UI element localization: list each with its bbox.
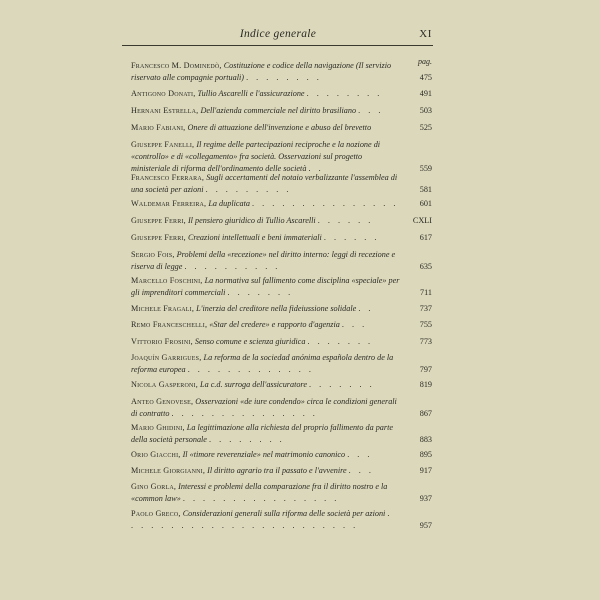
entry-title: Il regime delle partecipazioni reciproche e la nozione di «controllo» e di «collegamento» fra società. Osservazioni sul progetto ministeriale di riforma dell'ordinamento delle società <box>131 140 381 173</box>
entry-title: Il diritto agrario tra il passato e l'avvenire <box>207 466 347 475</box>
dot-leader: . . . . . . . . . <box>205 185 292 194</box>
dot-leader: . . . . . . . <box>309 380 375 389</box>
entry-author: Remo Franceschelli, <box>131 320 208 329</box>
dot-leader: . . . . . . . . <box>306 89 383 98</box>
entry-author: Anteo Genovese, <box>131 397 194 406</box>
dot-leader: . . . . . . . . <box>209 435 285 444</box>
entry-page: 883 <box>419 435 432 444</box>
entry-author: Francesco Ferrara, <box>131 173 205 182</box>
index-entry <box>131 465 432 477</box>
dot-leader: . . . <box>347 450 373 459</box>
entry-title: La legittimazione alla richiesta del proprio fallimento da parte della società personale <box>131 423 393 444</box>
dot-leader: . . <box>308 164 324 173</box>
entry-author: Giuseppe Ferri, <box>131 216 186 225</box>
page-column-label: pag. <box>418 57 432 66</box>
dot-leader: . . . . . . . . . . . . . . . <box>171 409 318 418</box>
index-entry <box>131 88 432 100</box>
dot-leader: . . . . . . . . . . <box>184 262 281 271</box>
entry-page: 737 <box>419 304 432 313</box>
index-entry <box>131 275 432 299</box>
entry-author: Michele Fragali, <box>131 304 195 313</box>
dot-leader: . . . . . . . <box>227 288 294 297</box>
dot-leader: . . . <box>348 466 374 475</box>
entry-title: La reforma de la sociedad anónima española dentro de la reforma europea <box>131 353 394 374</box>
entry-page: 867 <box>419 409 432 418</box>
index-entry <box>131 232 432 244</box>
entry-title: La c.d. surroga dell'assicuratore <box>200 380 307 389</box>
entry-page: 525 <box>419 123 432 132</box>
entry-title: Il pensiero giuridico di Tullio Ascarelli <box>187 216 316 225</box>
dot-leader: . . . . . . . . <box>246 73 322 82</box>
entry-title: «Star del credere» e rapporto d'agenzia <box>209 320 340 329</box>
page-folio: XI <box>419 28 432 40</box>
entry-author: Michele Giorgianni, <box>131 466 206 475</box>
dot-leader: . . . . . . <box>317 216 374 225</box>
entry-page: 773 <box>419 337 432 346</box>
entry-author: Sergio Fois, <box>131 250 175 259</box>
entry-author: Nicola Gasperoni, <box>131 380 198 389</box>
entry-page: 957 <box>419 521 432 530</box>
entry-title: Osservazioni «de iure condendo» circa le condizioni generali di contratto <box>131 397 397 418</box>
entry-page: CXLI <box>412 216 432 225</box>
dot-leader: . . . . . . . <box>307 337 374 346</box>
index-entry <box>131 481 432 505</box>
entry-title: L'inerzia del creditore nella fideiussione solidale <box>196 304 357 313</box>
entry-author: Vittorio Frosini, <box>131 337 193 346</box>
index-entry <box>131 198 432 210</box>
entry-title: La duplicata <box>208 199 250 208</box>
dot-leader: . . . . . . . . . . . . . . . . . . . . . . . . <box>131 509 393 530</box>
entry-title: Interessi e problemi della comparazione fra il diritto nostro e la «common law» <box>131 482 388 503</box>
entry-author: Giuseppe Fanelli, <box>131 140 195 149</box>
index-entry <box>131 449 432 461</box>
entry-author: Hernani Estrella, <box>131 106 199 115</box>
entry-page: 491 <box>419 89 432 98</box>
index-entry <box>131 396 432 420</box>
entry-page: 755 <box>419 320 432 329</box>
index-entry <box>131 508 432 532</box>
dot-leader: . . . . . . . . . . . . . . . <box>252 199 399 208</box>
index-entry <box>131 60 432 84</box>
dot-leader: . . . . . . . . . . . . . . . . <box>182 494 340 503</box>
entry-page: 937 <box>419 494 432 503</box>
entry-page: 797 <box>419 365 432 374</box>
entry-page: 559 <box>419 164 432 173</box>
index-entry <box>131 352 432 376</box>
index-entry <box>131 319 432 331</box>
entry-author: Francesco M. Dominedò, <box>131 61 222 70</box>
entry-title: Creazioni intellettuali e beni immateriali <box>187 233 322 242</box>
entry-title: Dell'azienda commerciale nel diritto brasiliano <box>200 106 357 115</box>
entry-title: Il «timore reverenziale» nel matrimonio canonico <box>182 450 346 459</box>
entry-author: Joaquín Garrigues, <box>131 353 202 362</box>
entry-page: 917 <box>419 466 432 475</box>
index-entry <box>131 215 432 227</box>
entry-title: Costituzione e codice della navigazione (Il servizio riservato alle compagnie portuali) <box>131 61 392 82</box>
index-entry <box>131 336 432 348</box>
entry-author: Gino Gorla, <box>131 482 177 491</box>
entry-title: Problemi della «recezione» nel diritto interno: leggi di recezione e riserva di legge <box>131 250 396 271</box>
entry-title: Onere di attuazione dell'invenzione e abuso del brevetto <box>187 123 372 132</box>
index-entry <box>131 105 432 117</box>
entry-author: Giuseppe Ferri, <box>131 233 186 242</box>
entry-author: Antigono Donati, <box>131 89 196 98</box>
entry-page: 617 <box>419 233 432 242</box>
entry-page: 581 <box>419 185 432 194</box>
index-entry <box>131 122 432 134</box>
index-entry <box>131 139 432 175</box>
entry-page: 635 <box>419 262 432 271</box>
dot-leader: . . <box>358 304 374 313</box>
index-entry <box>131 172 432 196</box>
entry-title: Considerazioni generali sulla riforma delle società per azioni <box>182 509 386 518</box>
entry-author: Marcello Foschini, <box>131 276 203 285</box>
index-entry <box>131 303 432 315</box>
entry-page: 895 <box>419 450 432 459</box>
running-header: Indice generale <box>239 28 317 40</box>
dot-leader: . . . . . . . . . . . . . <box>187 365 314 374</box>
entry-title: Sugli accertamenti del notaio verbalizzante l'assemblea di una società per azioni <box>131 173 398 194</box>
index-entry <box>131 249 432 273</box>
entry-author: Waldemar Ferreira, <box>131 199 207 208</box>
entry-page: 475 <box>419 73 432 82</box>
entry-author: Mario Fabiani, <box>131 123 186 132</box>
entry-page: 819 <box>419 380 432 389</box>
entry-title: Senso comune e scienza giuridica <box>194 337 306 346</box>
dot-leader: . . . <box>358 106 384 115</box>
entry-page: 503 <box>419 106 432 115</box>
entry-title: La normativa sul fallimento come disciplina «speciale» per gli imprenditori commerciali <box>131 276 400 297</box>
entry-title: Tullio Ascarelli e l'assicurazione <box>197 89 305 98</box>
entry-author: Mario Ghidini, <box>131 423 185 432</box>
index-entry <box>131 379 432 391</box>
entry-page: 601 <box>419 199 432 208</box>
header-rule <box>122 45 433 46</box>
dot-leader: . . . . . . <box>323 233 380 242</box>
dot-leader: . . . <box>341 320 368 329</box>
index-entry <box>131 422 432 446</box>
entry-page: 711 <box>420 288 432 297</box>
entry-author: Orio Giacchi, <box>131 450 181 459</box>
entry-author: Paolo Greco, <box>131 509 181 518</box>
